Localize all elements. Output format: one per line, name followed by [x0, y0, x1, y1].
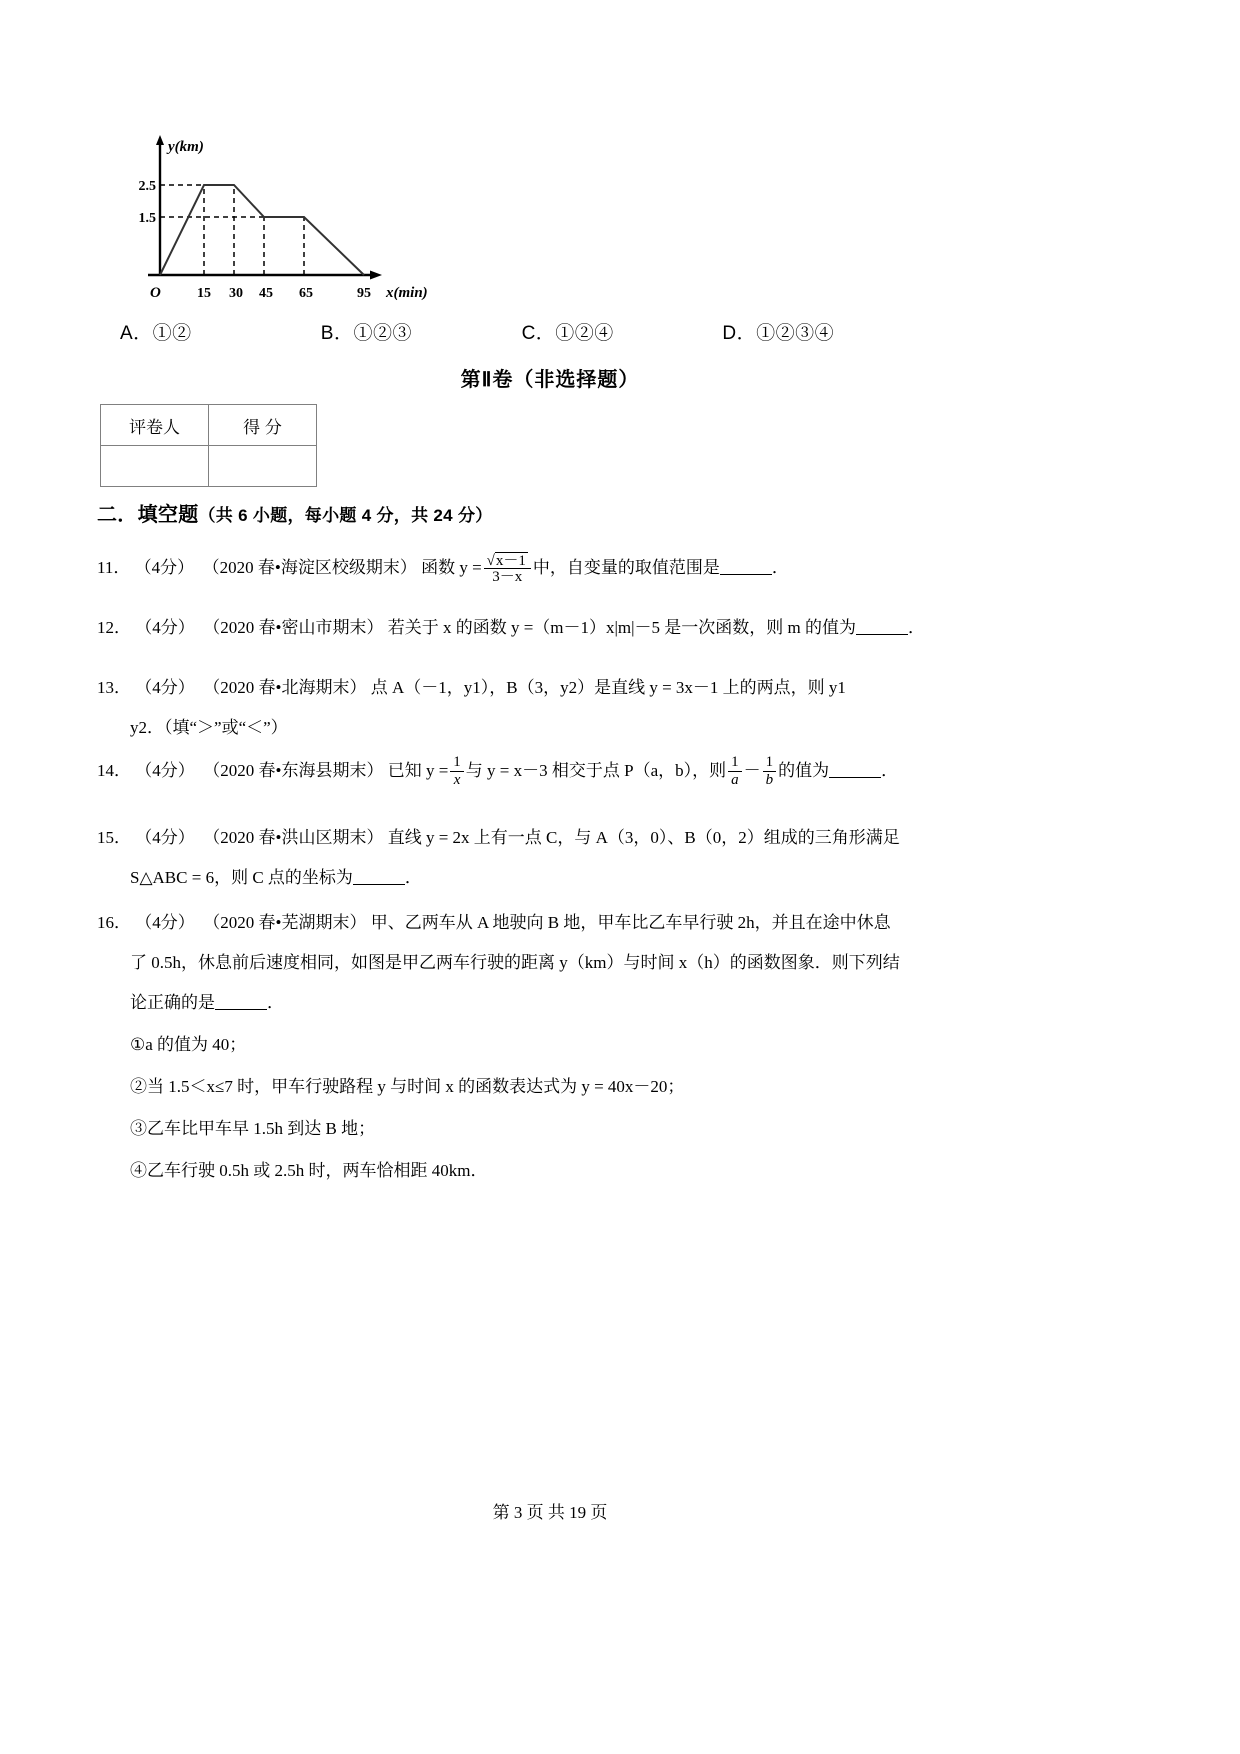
y-tick-label-1-5: 1.5: [138, 211, 156, 226]
question-16-line2-text: 了 0.5h，休息前后速度相同，如图是甲乙两车行驶的距离 y（km）与时间 x（h）的函数图象．则下列结: [130, 953, 900, 972]
section-heading-detail: （共 6 小题，每小题 4 分，共 24 分）: [198, 506, 493, 525]
question-13-line1: 点 A（－1，y1），B（3，y2）是直线 y = 3x－1 上的两点，则 y1: [370, 678, 846, 697]
table-row-header: [101, 405, 317, 446]
question-15-source: （2020 春•洪山区期末）: [203, 828, 384, 847]
x-axis-title: x(min): [386, 285, 428, 301]
chart-svg: [130, 125, 430, 305]
question-11-blank[interactable]: [720, 574, 772, 575]
score-table-header-grader: 评卷人: [101, 405, 209, 446]
question-11-source: （2020 春•海淀区校级期末）: [202, 558, 417, 577]
question-14-text-c: 的值为: [778, 761, 830, 780]
y-tick-label-2-5: 2.5: [138, 179, 156, 194]
question-14-blank[interactable]: [829, 777, 881, 778]
question-14-number: 14．: [97, 761, 131, 780]
score-table-header-score: 得 分: [209, 405, 317, 446]
answer-options: [120, 318, 1120, 345]
x-tick-label-15: 15: [197, 286, 211, 301]
question-14: 14． （4分） （2020 春•东海县期末） 已知 y = $\frac{1}{x}$ 与 y = x－3 相交于点 P（a，b），则 $\frac{1}{a}$ － $\frac{1}{b}$ 的值为 ．: [97, 754, 899, 788]
option-b[interactable]: B．①②③: [320, 323, 412, 344]
question-11-score: （4分）: [134, 558, 195, 577]
question-14-source: （2020 春•东海县期末）: [203, 761, 384, 780]
x-tick-label-30: 30: [229, 286, 243, 301]
question-14-text-b: 与 y = x－3 相交于点 P（a，b），则: [465, 761, 727, 780]
distance-time-chart: [130, 125, 430, 305]
origin-label: O: [150, 285, 161, 301]
x-tick-label-95: 95: [357, 286, 371, 301]
score-table-value-score[interactable]: [209, 446, 317, 487]
x-axis-arrow: [370, 271, 382, 280]
chart-series-line: [160, 185, 364, 275]
question-16-item-3-text: ③乙车比甲车早 1.5h 到达 B 地；: [130, 1119, 376, 1138]
question-14-fraction-1-over-b: $\frac{1}{b}$: [763, 754, 777, 788]
question-16-score: （4分）: [135, 913, 195, 932]
question-16-item-4: [130, 1148, 487, 1194]
question-11-suffix: 中，自变量的取值范围是: [532, 558, 720, 577]
x-tick-label-65: 65: [299, 286, 313, 301]
question-16-item-2-text: ②当 1.5＜x≤7 时，甲车行驶路程 y 与时间 x 的函数表达式为 y = 40x－20；: [130, 1077, 685, 1096]
question-16-blank[interactable]: [215, 1009, 267, 1010]
question-15-blank[interactable]: [353, 884, 405, 885]
question-14-text-a: 已知 y =: [387, 761, 449, 780]
option-d[interactable]: D．①②③④: [722, 323, 835, 344]
score-table-value-grader[interactable]: [101, 446, 209, 487]
fraction-numerator: √x－1: [484, 551, 531, 570]
question-14-fraction-1-over-a: $\frac{1}{a}$: [728, 754, 742, 788]
score-table: [100, 404, 317, 487]
question-11: [97, 545, 789, 591]
question-16-item-4-text: ④乙车行驶 0.5h 或 2.5h 时，两车恰相距 40km．: [130, 1161, 488, 1180]
question-13-line2: y2．（填“＞”或“＜”）: [130, 718, 288, 737]
question-16-number: 16．: [97, 913, 131, 932]
question-11-tail: ．: [771, 558, 789, 577]
question-13-source: （2020 春•北海期末）: [203, 678, 367, 697]
question-15-line1: 直线 y = 2x 上有一点 C，与 A（3，0）、B（0，2）组成的三角形满足: [387, 828, 900, 847]
question-15-tail: ．: [404, 868, 422, 887]
question-15-number: 15．: [97, 828, 131, 847]
section-heading: [97, 498, 493, 527]
volume-title: 第Ⅱ卷（非选择题）: [460, 369, 640, 391]
question-13-number: 13．: [97, 678, 131, 697]
question-12-blank[interactable]: [856, 634, 908, 635]
question-14-tail: ．: [881, 761, 899, 780]
question-16-item-1: [130, 1022, 246, 1068]
question-16-line3: [130, 980, 284, 1026]
question-13-continued: [130, 705, 288, 751]
question-13-score: （4分）: [135, 678, 195, 697]
table-row-values: [101, 446, 317, 487]
question-15-score: （4分）: [135, 828, 195, 847]
fraction-denominator: 3－x: [492, 569, 523, 586]
question-16-tail: ．: [267, 993, 284, 1012]
question-15-continued: [130, 855, 422, 901]
question-11-prefix: 函数 y =: [421, 558, 482, 577]
question-12-score: （4分）: [135, 618, 195, 637]
page-footer: 第 3 页 共 19 页: [492, 1503, 608, 1522]
question-16-line3-text: 论正确的是: [130, 993, 215, 1012]
x-tick-label-45: 45: [259, 286, 273, 301]
question-14-fraction-1-over-x: $\frac{1}{x}$: [450, 754, 464, 788]
y-axis-arrow: [156, 135, 164, 145]
option-a[interactable]: A．①②: [120, 323, 192, 344]
question-12-tail: ．: [908, 618, 926, 637]
question-12-text: 若关于 x 的函数 y =（m－1）x|m|－5 是一次函数，则 m 的值为: [387, 618, 857, 637]
question-11-number: 11．: [97, 558, 131, 577]
question-12-number: 12．: [97, 618, 131, 637]
question-14-score: （4分）: [135, 761, 195, 780]
question-11-fraction: [484, 551, 531, 586]
question-16-item-3: [130, 1106, 375, 1152]
question-12-source: （2020 春•密山市期末）: [203, 618, 384, 637]
question-16-source: （2020 春•芜湖期末）: [203, 913, 367, 932]
y-axis-title: y(km): [168, 139, 204, 155]
section-heading-label: 二．填空题: [97, 504, 199, 526]
option-c[interactable]: C．①②④: [521, 323, 614, 344]
question-15-line2: S△ABC = 6，则 C 点的坐标为: [130, 868, 353, 887]
question-12: [97, 605, 925, 651]
question-16-line1: 甲、乙两车从 A 地驶向 B 地，甲车比乙车早行驶 2h，并且在途中休息: [370, 913, 891, 932]
question-16-item-2: [130, 1064, 684, 1110]
question-16-item-1-text: ①a 的值为 40；: [130, 1035, 247, 1054]
